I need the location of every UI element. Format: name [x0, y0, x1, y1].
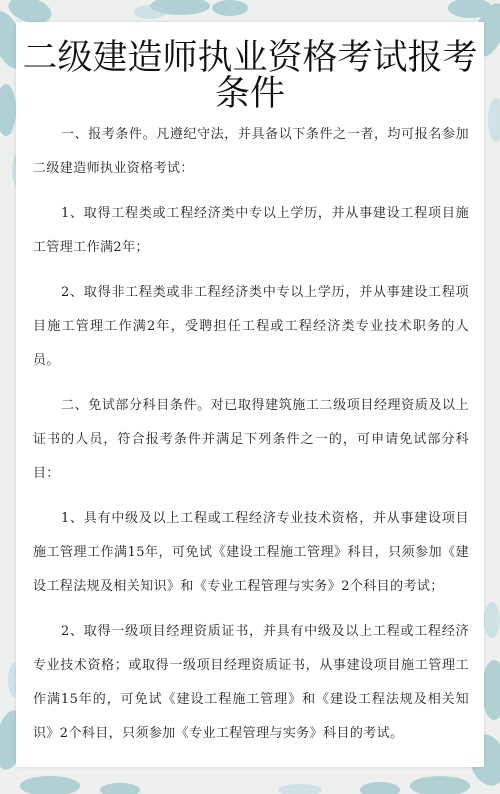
paragraph-exemption-conditions: 二、免试部分科目条件。对已取得建筑施工二级项目经理资质及以上证书的人员，符合报考条件并满足下列条件之一的，可申请免试部分科目：	[33, 398, 469, 481]
paragraph-exam-conditions: 一、报考条件。凡遵纪守法，并具备以下条件之一者，均可报名参加二级建造师执业资格考试：	[33, 127, 469, 176]
title-line-1: 二级建造师执业资格考试报考	[22, 38, 478, 78]
paragraph-condition-2: 2、取得非工程类或非工程经济类中专以上学历，并从事建设工程项目施工管理工作满2年，受聘担任工程或工程经济类专业技术职务的人员。	[33, 285, 469, 368]
paragraph-exemption-1: 1、具有中级及以上工程或工程经济专业技术资格，并从事建设项目施工管理工作满15年，可免试《建设工程施工管理》科目，只须参加《建设工程法规及相关知识》和《专业工程管理与实务》2个科目的考试；	[33, 511, 469, 594]
paragraph-condition-1: 1、取得工程类或工程经济类中专以上学历，并从事建设工程项目施工管理工作满2年；	[33, 206, 469, 255]
title-line-2: 条件	[214, 74, 285, 114]
document-body	[33, 118, 469, 762]
paragraph-exemption-2: 2、取得一级项目经理资质证书，并具有中级及以上工程或工程经济专业技术资格；或取得一级项目经理资质证书，从事建设项目施工管理工作满15年的，可免试《建设工程施工管理》和《建设工程法规及相关知识》2个科目，只须参加《专业工程管理与实务》科目的考试。	[33, 624, 469, 741]
document-title	[0, 40, 500, 112]
